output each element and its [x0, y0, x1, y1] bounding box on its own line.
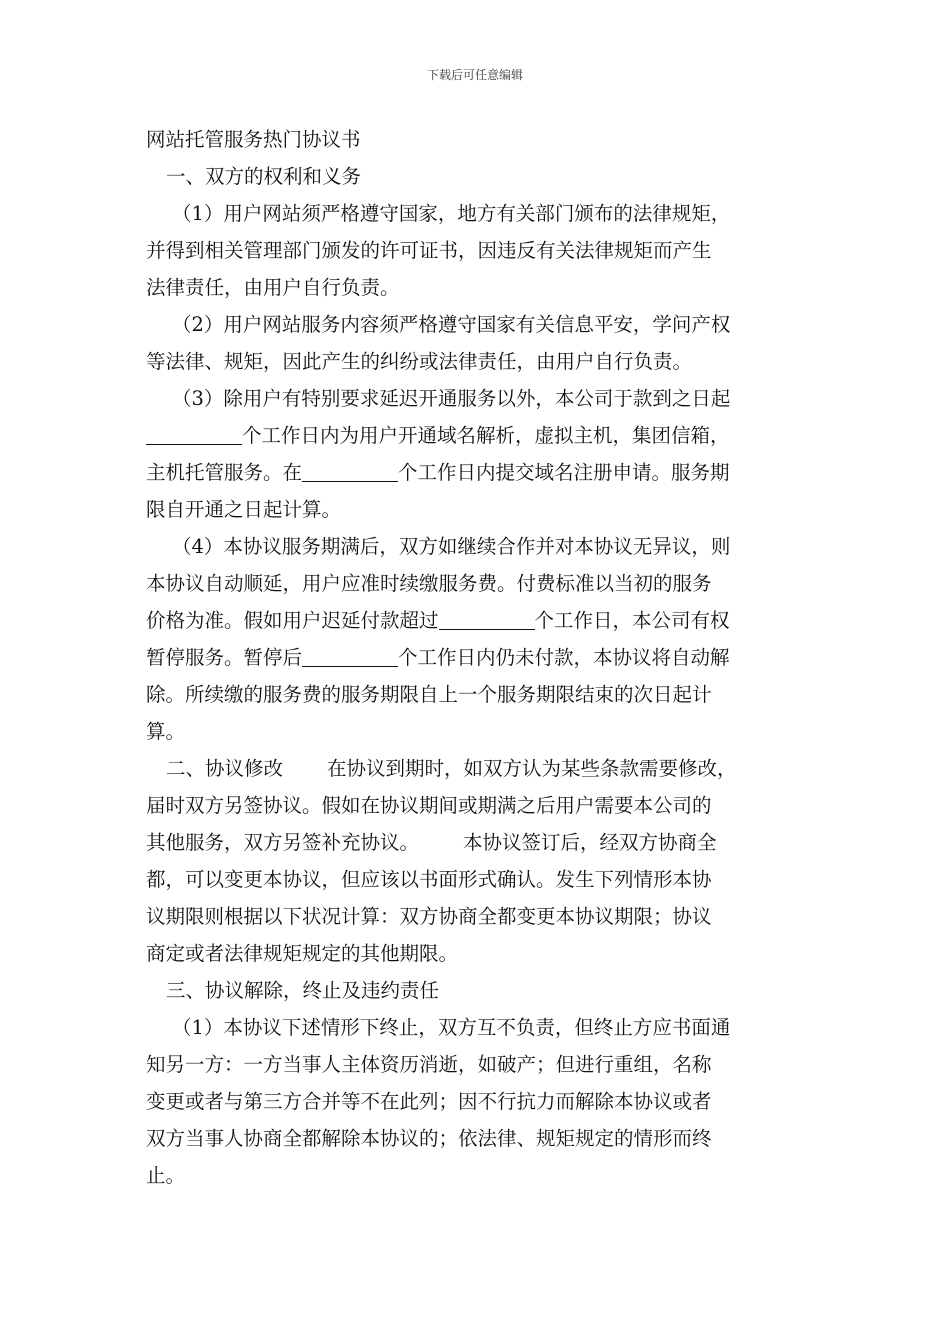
text-line: 议期限则根据以下状况计算：双方协商全都变更本协议期限；协议 [146, 905, 712, 928]
text-line: 限自开通之日起计算。 [146, 498, 342, 521]
text-span: 个工作日内提交域名注册申请。服务期 [398, 461, 730, 484]
text-span: 本协议签订后，经双方协商全 [463, 831, 717, 854]
fill-in-blank[interactable] [439, 609, 535, 630]
text-line: 双方当事人协商全都解除本协议的；依法律、规矩规定的情形而终 [146, 1127, 712, 1150]
text-line [146, 417, 816, 454]
text-span: 在协议到期时，如双方认为某些条款需要修改， [327, 757, 737, 780]
text-span: 个工作日，本公司有权 [534, 609, 730, 632]
text-line: 知另一方：一方当事人主体资历消逝，如破产；但进行重组，名称 [146, 1053, 712, 1076]
text-line: 等法律、规矩，因此产生的纠纷或法律责任，由用户自行负责。 [146, 350, 693, 373]
page-header-note: 下载后可任意编辑 [426, 68, 523, 82]
section-2 [146, 750, 816, 972]
section-heading-1: 一、双方的权利和义务 [166, 165, 362, 188]
text-line [146, 639, 816, 676]
text-line: 止。 [146, 1164, 186, 1187]
text-line: （4）本协议服务期满后，双方如继续合作并对本协议无异议，则 [172, 535, 731, 558]
section-heading-3: 三、协议解除，终止及违约责任 [166, 979, 440, 1002]
text-line: 商定或者法律规矩规定的其他期限。 [146, 942, 459, 965]
text-line [146, 750, 816, 787]
document-title: 网站托管服务热门协议书 [146, 128, 361, 151]
paragraph-1-1 [146, 195, 816, 306]
text-span: 个工作日内仍未付款，本协议将自动解 [398, 646, 730, 669]
text-line: （1）用户网站须严格遵守国家，地方有关部门颁布的法律规矩， [172, 202, 731, 225]
text-line: 并得到相关管理部门颁发的许可证书，因违反有关法律规矩而产生 [146, 239, 712, 262]
text-line: （3）除用户有特别要求延迟开通服务以外，本公司于款到之日起 [172, 387, 731, 410]
fill-in-blank[interactable] [302, 461, 398, 482]
text-line: （1）本协议下述情形下终止，双方互不负责，但终止方应书面通 [172, 1016, 731, 1039]
text-line: 届时双方另签协议。假如在协议期间或期满之后用户需要本公司的 [146, 794, 712, 817]
text-line: 法律责任，由用户自行负责。 [146, 276, 400, 299]
fill-in-blank[interactable] [302, 646, 398, 667]
text-line: 都，可以变更本协议，但应该以书面形式确认。发生下列情形本协 [146, 868, 712, 891]
text-line: （2）用户网站服务内容须严格遵守国家有关信息平安，学问产权 [172, 313, 731, 336]
text-line [146, 454, 816, 491]
text-span: 个工作日内为用户开通域名解析，虚拟主机，集团信箱， [242, 424, 730, 447]
text-span: 价格为准。假如用户迟延付款超过 [146, 609, 439, 632]
text-span: 暂停服务。暂停后 [146, 646, 303, 669]
text-line [146, 824, 816, 861]
text-span: 其他服务，双方另签补充协议。 [146, 831, 420, 854]
paragraph-1-3 [146, 380, 816, 528]
document-body [146, 121, 816, 1194]
fill-in-blank[interactable] [146, 424, 242, 445]
section-heading-2: 二、协议修改 [166, 757, 284, 780]
paragraph-1-4 [146, 528, 816, 750]
text-line: 本协议自动顺延，用户应准时续缴服务费。付费标准以当初的服务 [146, 572, 712, 595]
text-line: 算。 [146, 720, 186, 743]
text-span: 主机托管服务。在 [146, 461, 303, 484]
paragraph-3-1 [146, 1009, 816, 1194]
text-line [146, 602, 816, 639]
text-line: 变更或者与第三方合并等不在此列；因不行抗力而解除本协议或者 [146, 1090, 712, 1113]
paragraph-1-2 [146, 306, 816, 380]
text-line: 除。所续缴的服务费的服务期限自上一个服务期限结束的次日起计 [146, 683, 712, 706]
